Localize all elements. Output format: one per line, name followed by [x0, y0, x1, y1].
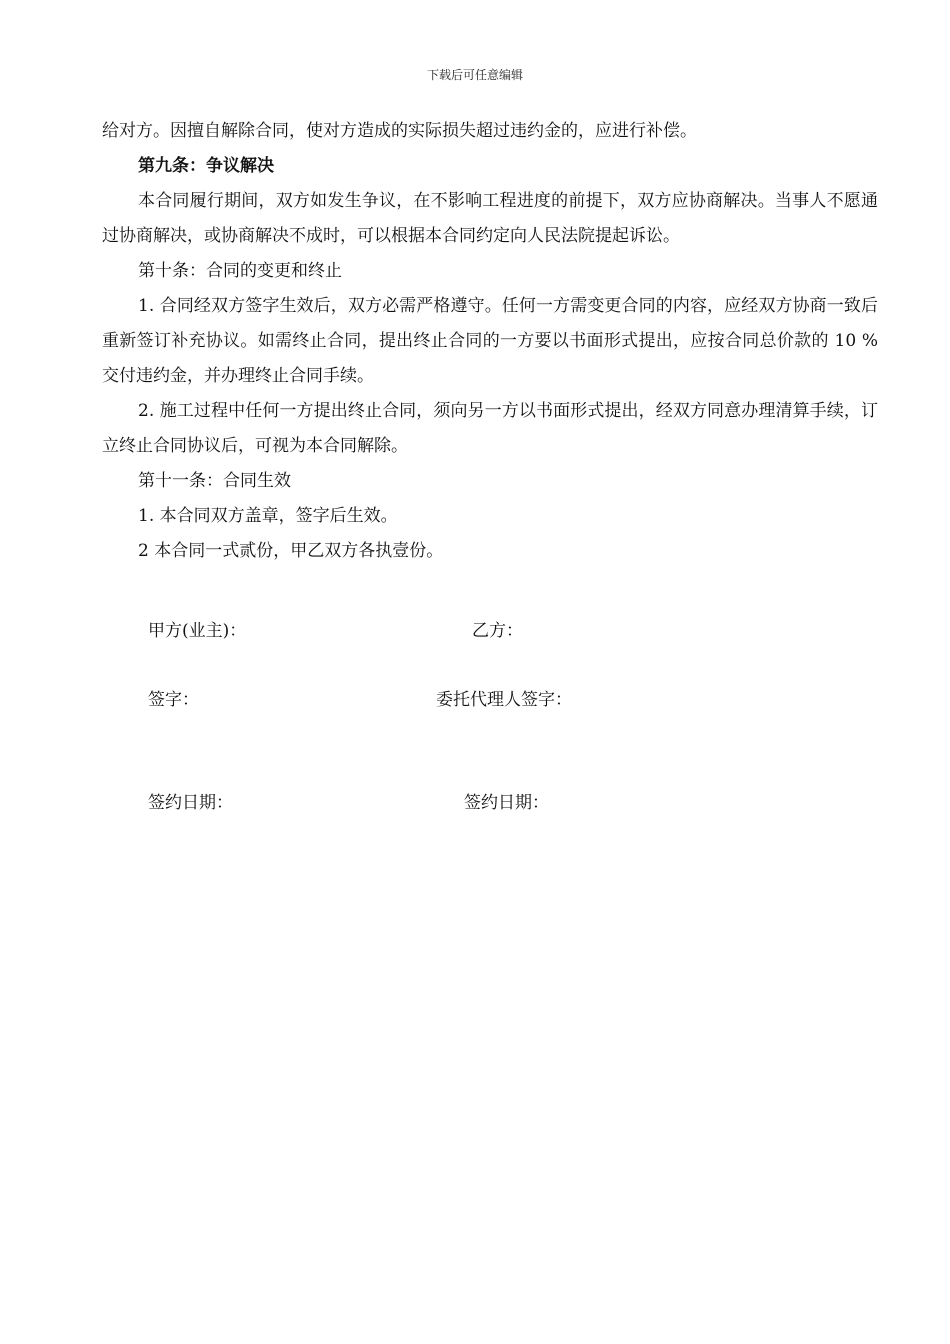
- article-10-item-1: 1. 合同经双方签字生效后，双方必需严格遵守。任何一方需变更合同的内容，应经双方协商一致后重新签订补充协议。如需终止合同，提出终止合同的一方要以书面形式提出，应按合同总价款的 10 %交付违约金，并办理终止合同手续。: [102, 296, 878, 386]
- article-11-item-1: 1. 本合同双方盖章，签字后生效。: [138, 506, 398, 526]
- signature-a-label: 签字：: [148, 690, 199, 710]
- signing-date-a-label: 签约日期：: [148, 793, 233, 813]
- contract-body: [102, 114, 878, 569]
- article-10-title: 第十条：合同的变更和终止: [138, 261, 342, 281]
- article-11-item-2: 2 本合同一式贰份，甲乙双方各执壹份。: [138, 541, 444, 561]
- article-9-title: 第九条：争议解决: [138, 156, 274, 176]
- paragraph-continuation: 给对方。因擅自解除合同，使对方造成的实际损失超过违约金的，应进行补偿。: [102, 121, 697, 141]
- party-a-label: 甲方(业主)：: [148, 621, 247, 641]
- signing-date-b-label: 签约日期：: [464, 793, 549, 813]
- article-9-body: 本合同履行期间，双方如发生争议，在不影响工程进度的前提下，双方应协商解决。当事人不愿通过协商解决，或协商解决不成时，可以根据本合同约定向人民法院提起诉讼。: [102, 191, 878, 246]
- page-header: 下载后可任意编辑: [426, 68, 523, 82]
- article-10-item-2: 2. 施工过程中任何一方提出终止合同，须向另一方以书面形式提出，经双方同意办理清算手续，订立终止合同协议后，可视为本合同解除。: [102, 401, 878, 456]
- article-11-title: 第十一条：合同生效: [138, 471, 291, 491]
- party-b-label: 乙方：: [472, 621, 523, 641]
- signature-b-label: 委托代理人签字：: [436, 690, 572, 710]
